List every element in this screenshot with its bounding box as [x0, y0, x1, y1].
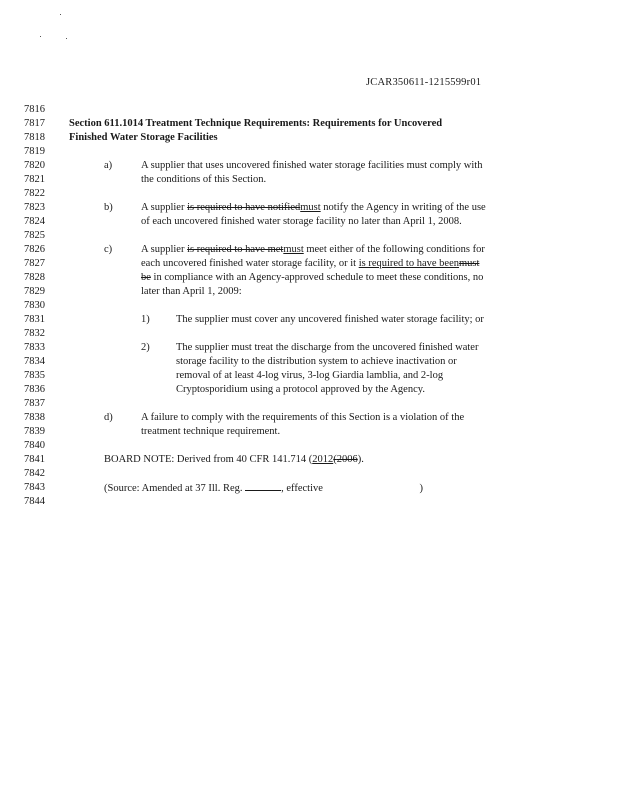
line-number: 7834	[24, 356, 45, 367]
line-number: 7821	[24, 174, 45, 185]
line-number: 7816	[24, 104, 45, 115]
subitem-label-1: 1)	[141, 314, 150, 325]
blank-line	[245, 481, 281, 491]
text-run: meet either of the following conditions for	[303, 244, 485, 255]
line-number: 7831	[24, 314, 45, 325]
text-run: notify the Agency in writing of the use	[320, 202, 486, 213]
scan-speck	[60, 14, 61, 15]
inserted-text: must	[283, 244, 304, 255]
deleted-text: is required to have met	[187, 244, 284, 255]
line-number: 7840	[24, 440, 45, 451]
source-note	[104, 481, 423, 496]
line-number: 7828	[24, 272, 45, 283]
text-run: BOARD NOTE: Derived from 40 CFR 141.714 (	[104, 454, 313, 465]
line-number: 7835	[24, 370, 45, 381]
text-run: (Source: Amended at 37 Ill. Reg.	[104, 483, 246, 494]
text-run: ).	[357, 454, 364, 465]
item-c-text	[141, 257, 479, 271]
line-number: 7838	[24, 412, 45, 423]
line-number: 7826	[24, 244, 45, 255]
item-a-text: A supplier that uses uncovered finished water storage facilities must comply with	[141, 160, 483, 171]
item-c-text	[141, 271, 483, 285]
line-number: 7841	[24, 454, 45, 465]
document-id: JCAR350611-1215599r01	[366, 77, 482, 88]
line-number: 7817	[24, 118, 45, 129]
line-number: 7843	[24, 482, 45, 493]
item-label-b: b)	[104, 202, 113, 213]
item-c-text	[141, 243, 485, 257]
line-number: 7844	[24, 496, 45, 507]
subitem-1-text: The supplier must cover any uncovered finished water storage facility; or	[176, 314, 484, 325]
subitem-2-text: removal of at least 4-log virus, 3-log Giardia lamblia, and 2-log	[176, 370, 444, 381]
line-number: 7837	[24, 398, 45, 409]
text-run: )	[419, 483, 424, 494]
item-label-a: a)	[104, 160, 113, 171]
line-number: 7818	[24, 132, 45, 143]
scan-speck	[40, 36, 41, 37]
text-run: A supplier	[141, 244, 188, 255]
item-d-text: treatment technique requirement.	[141, 426, 281, 437]
line-number: 7829	[24, 286, 45, 297]
line-number: 7819	[24, 146, 45, 157]
line-number: 7830	[24, 300, 45, 311]
line-number: 7823	[24, 202, 45, 213]
line-number: 7827	[24, 258, 45, 269]
line-number: 7833	[24, 342, 45, 353]
subitem-2-text: storage facility to the distribution system to achieve inactivation or	[176, 356, 457, 367]
inserted-text: 2012	[312, 454, 334, 465]
deleted-text: be	[141, 272, 151, 283]
line-number: 7842	[24, 468, 45, 479]
deleted-text: (2006	[333, 454, 358, 465]
board-note	[104, 453, 364, 467]
section-title-continued: Finished Water Storage Facilities	[69, 132, 218, 143]
inserted-text: must	[300, 202, 321, 213]
text-run: 2006	[336, 454, 358, 465]
subitem-2-text: The supplier must treat the discharge from the uncovered finished water	[176, 342, 479, 353]
item-a-text: the conditions of this Section.	[141, 174, 267, 185]
text-run: , effective	[281, 483, 326, 494]
text-run: each uncovered finished water storage facility, or it	[141, 258, 359, 269]
subitem-label-2: 2)	[141, 342, 150, 353]
deleted-text: is required to have notified	[187, 202, 301, 213]
line-number: 7825	[24, 230, 45, 241]
scan-speck	[66, 38, 67, 39]
item-b-text	[141, 201, 486, 215]
line-number: 7824	[24, 216, 45, 227]
line-number: 7820	[24, 160, 45, 171]
line-number: 7836	[24, 384, 45, 395]
section-title: Section 611.1014 Treatment Technique Requirements: Requirements for Uncovered	[69, 118, 443, 129]
line-number: 7822	[24, 188, 45, 199]
item-d-text: A failure to comply with the requirements of this Section is a violation of the	[141, 412, 465, 423]
subitem-2-text: Cryptosporidium using a protocol approved by the Agency.	[176, 384, 425, 395]
text-run: in compliance with an Agency-approved schedule to meet these conditions, no	[150, 272, 484, 283]
deleted-text: must	[458, 258, 480, 269]
inserted-text: is required to have been	[358, 258, 459, 269]
line-number: 7832	[24, 328, 45, 339]
item-c-text: later than April 1, 2009:	[141, 286, 242, 297]
item-b-text: of each uncovered finished water storage facility no later than April 1, 2008.	[141, 216, 462, 227]
line-number: 7839	[24, 426, 45, 437]
item-label-c: c)	[104, 244, 113, 255]
item-label-d: d)	[104, 412, 113, 423]
text-run: A supplier	[141, 202, 188, 213]
